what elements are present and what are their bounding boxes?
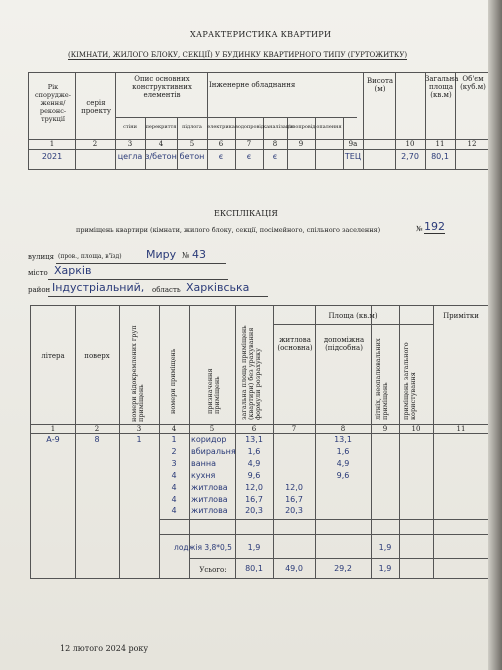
col-num: 7 [246,140,252,148]
document-date: 12 лютого 2024 року [60,644,149,653]
col-num: 6 [218,140,224,148]
cell-total: 13,1 [245,435,263,444]
sub-water: водопровід [235,124,264,130]
col-num: 9 [298,140,304,148]
table-row [31,460,489,472]
header-groups: номери відокремлених груп приміщень [130,325,145,422]
col-num: 10 [411,425,421,433]
cell-aux: 4,9 [336,459,350,468]
value-height: 2,70 [401,152,419,161]
header-total-area: загальна площа приміщень (квартири) без урахування формули розрахунку [240,325,262,420]
doc-title: ХАРАКТЕРИСТИКА КВАРТИРИ [190,30,332,39]
col-num: 1 [49,140,55,148]
col-num: 2 [94,425,100,433]
cell-aux: 9,6 [336,471,350,480]
page-edge-shadow [488,0,502,670]
value-heating: ТЕЦ [344,152,362,161]
sub-slabs: перекриття [145,124,177,130]
cell-purpose: житлова [191,483,228,492]
cell-aux: 13,1 [334,435,352,444]
cell-room-no: 1 [171,435,177,444]
header-volume: Об'єм (куб.м) [460,75,486,91]
col-num: 6 [251,425,257,433]
district-label: район [28,286,51,294]
table-row [31,448,489,460]
city-underline [48,279,228,280]
sub-heating: опалення [316,124,342,130]
cell-total: 16,7 [245,495,263,504]
col-num: 8 [340,425,346,433]
loggia-label: лоджія 3,8*0,5 [174,543,232,552]
sum-label: Усього: [199,566,227,574]
value-water: є [246,152,252,161]
sum-aux: 29,2 [334,564,352,573]
cell-room-no: 2 [171,447,177,456]
header-summer: літніх, неопалювальних приміщень [374,338,389,420]
value-walls: цегла [117,152,143,161]
header-room-numbers: номери приміщень [169,348,177,414]
house-label: № [182,251,190,260]
cell-total: 9,6 [247,471,261,480]
col-num: 5 [189,140,195,148]
col-num: 4 [158,140,164,148]
col-num: 10 [405,140,415,148]
cell-purpose: кухня [191,471,216,480]
house-value: 43 [192,248,206,261]
cell-room-no: 3 [171,459,177,468]
col-num: 5 [209,425,215,433]
col-num: 4 [171,425,177,433]
header-common: приміщень загального користування [402,342,417,420]
value-slabs: з/бетон [145,152,177,161]
cell-total: 12,0 [245,483,263,492]
loggia-summer: 1,9 [378,543,392,552]
street-label: вулиця [28,253,55,261]
loggia-total: 1,9 [247,543,261,552]
header-height: Висота (м) [367,77,393,93]
header-living: житлова (основна) [277,336,313,352]
cell-group: 1 [136,435,142,444]
apartment-number-label: № [416,225,423,233]
header-floor: поверх [84,352,110,360]
header-notes: Примітки [443,312,479,320]
value-area: 80,1 [431,152,449,161]
city-label: місто [28,269,48,277]
header-structure: Опис основних конструктивних елементів [132,75,192,99]
header-area: Загальна площа (кв.м) [425,75,459,99]
cell-purpose: коридор [191,435,227,444]
col-num: 8 [272,140,278,148]
header-series: серія проекту [81,99,111,115]
col-num: 3 [136,425,142,433]
cell-room-no: 4 [171,495,177,504]
header-area-group: Площа (кв.м) [328,312,378,320]
cell-living: 20,3 [285,506,303,515]
col-num: 11 [456,425,466,433]
table-row [31,436,489,448]
cell-room-no: 4 [171,483,177,492]
cell-purpose: вбиральня [191,447,236,456]
cell-room-no: 4 [171,506,177,515]
col-num: 11 [435,140,445,148]
characteristics-table [28,72,490,170]
sub-gas: газопровід [287,124,316,130]
col-num: 9а [348,140,358,148]
cell-purpose: житлова [191,506,228,515]
cell-total: 20,3 [245,506,263,515]
apartment-number: 192 [424,220,445,233]
cell-litera: А-9 [46,435,60,444]
oblast-value: Харківська [186,281,250,294]
cell-purpose: ванна [191,459,216,468]
district-value: Індустріальний, [52,281,145,294]
header-aux: допоміжна (підсобна) [323,336,365,352]
cell-aux: 1,6 [336,447,350,456]
header-year: Рік спорудже- ження/ реконс- трукції [35,83,71,123]
cell-total: 4,9 [247,459,261,468]
cell-floor: 8 [94,435,100,444]
header-purpose: призначення приміщень [206,368,221,414]
doc-subtitle: (КІМНАТИ, ЖИЛОГО БЛОКУ, СЕКЦІЇ) У БУДИНКУ КВАРТИРНОГО ТИПУ (ГУРТОЖИТКУ) [68,51,408,59]
value-floor: бетон [179,152,205,161]
col-num: 3 [127,140,133,148]
street-hint: (пров., площа, в'їзд) [58,253,122,260]
street-value: Миру [146,248,177,261]
city-value: Харків [54,264,92,277]
col-num: 12 [467,140,477,148]
sub-sewer: каналізація [263,124,294,130]
sum-summer: 1,9 [378,564,392,573]
col-num: 2 [92,140,98,148]
sum-total: 80,1 [245,564,263,573]
oblast-label: область [152,286,181,294]
value-electric: є [218,152,224,161]
cell-room-no: 4 [171,471,177,480]
explication-table [30,305,490,579]
sub-walls: стіни [123,124,137,130]
cell-living: 12,0 [285,483,303,492]
header-engineering: Інженерне обладнання [209,81,296,89]
sub-floor: підлога [182,124,202,130]
sub-electric: електрика [207,124,235,130]
cell-living: 16,7 [285,495,303,504]
district-underline [48,296,268,297]
table-row [31,507,489,519]
explication-subtitle: приміщень квартири (кімнати, жилого блоку, секції, посімейного, спільного заселення) [76,226,381,234]
cell-total: 1,6 [247,447,261,456]
value-year: 2021 [41,152,63,161]
cell-purpose: житлова [191,495,228,504]
col-num: 7 [291,425,297,433]
col-num: 1 [50,425,56,433]
header-litera: літера [41,352,65,360]
explication-title: ЕКСПЛІКАЦІЯ [214,209,278,218]
value-sewer: є [272,152,278,161]
sum-living: 49,0 [285,564,303,573]
col-num: 9 [382,425,388,433]
